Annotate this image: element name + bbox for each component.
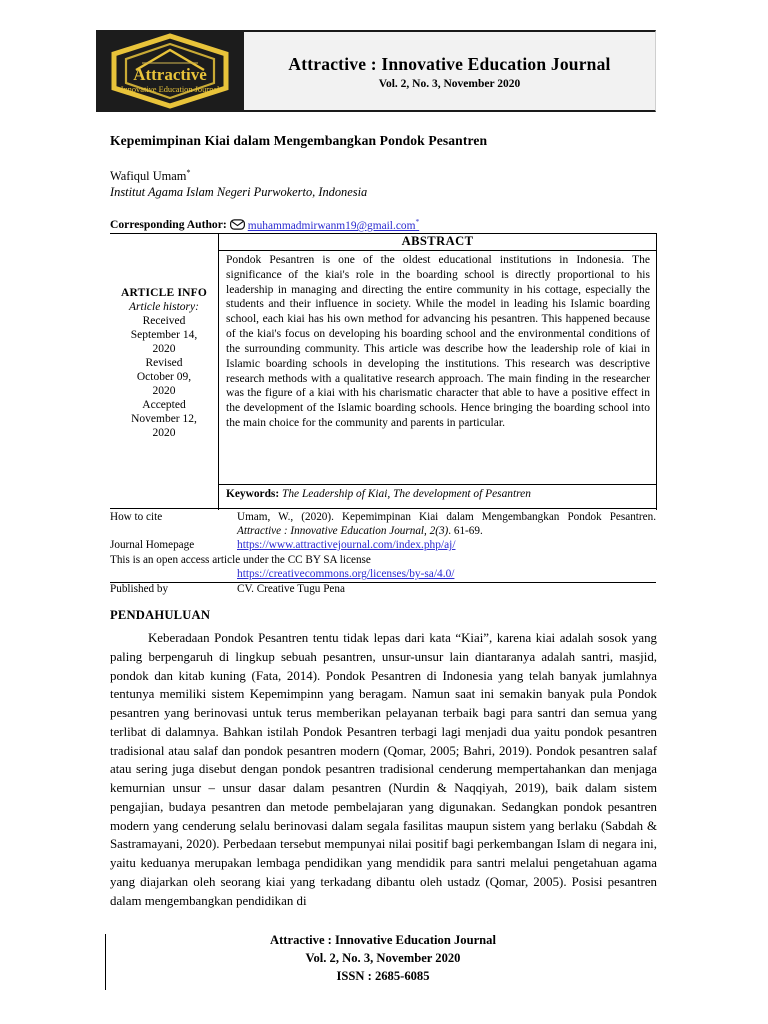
keywords-value: The Leadership of Kiai, The development of Pesantren <box>282 488 531 500</box>
corresponding-author-email[interactable] <box>248 217 419 232</box>
metadata-row-how-to-cite <box>110 510 656 538</box>
citation-text-part1: Umam, W., (2020). Kepemimpinan Kiai dalam Mengembangkan Pondok Pesantren. <box>237 511 656 523</box>
footer-issn: ISSN : 2685-6085 <box>336 968 430 983</box>
body-paragraph: Keberadaan Pondok Pesantren tentu tidak lepas dari kata “Kiai”, karena kiai adalah sosok yang paling berpengaruh di lingkup sebuah pesantren, unsur-unsur lain diantaranya adalah santri, masjid, pondok dan kitab kuning (Fata, 2014). Pondok Pesantren di Indonesia yang telah banyak jumlahnya tentunya memiliki sistem Kepemimpinn yang beragam. Namun saat ini semakin banyak pula Pondok pesantren yang berinovasi untuk terus memberikan pelayanan terbaik bagi para santri dan semua yang terlibat di dalamnya. Bahkan istilah Pondok Pesantren terbagi lagi menjadi dua yaitu pondok pesantren tradisional atau salaf dan pondok pesantren modern (Qomar, 2005; Bahri, 2019). Pondok pesantren salaf atau sering juga disebut dengan pondok pesantren tradisional cenderung mempertahankan dan menjaga kemurnian unsur – unsur dasar dalam pesantren (Nurdin & Naqqiyah, 2019), baik dalam sistem pengajian, budaya pesantren dan metode pembelajaran yang digunakan. Sedangkan pondok pesantren modern yang cenderung selalu berinovasi dalam segala fasilitas maupun sistem yang berlaku (Sabdah & Sastramayani, 2020). Perbedaan tersebut mempunyai nilai positif bagi perkembangan Islam di negara ini, yaitu keduanya merupakan lembaga pendidikan yang mendidik para santri melalui pengetahuan agama yang diajarkan oleh seorang kiai yang terkadang dibantu oleh ustadz (Qomar, 2005). Posisi pesantren dalam mengembangkan pendidikan di <box>110 631 657 908</box>
author-marker: * <box>186 168 191 177</box>
article-history-line: 2020 <box>152 343 176 356</box>
metadata-table-bottom-rule <box>110 582 656 583</box>
page-footer <box>110 932 656 986</box>
abstract-cell-right-border <box>656 233 657 510</box>
author-name-text: Wafiqul Umam <box>110 169 187 184</box>
article-info-heading: ARTICLE INFO <box>120 287 208 299</box>
abstract-table-bottom-rule <box>110 508 656 509</box>
journal-homepage-label: Journal Homepage <box>110 539 195 551</box>
article-history-label: Article history: <box>129 301 199 314</box>
article-title: Kepemimpinan Kiai dalam Mengembangkan Pondok Pesantren <box>110 133 488 148</box>
abstract-heading: ABSTRACT <box>401 234 474 248</box>
keywords-top-rule <box>219 484 656 485</box>
footer-journal-title: Attractive : Innovative Education Journal <box>270 933 496 947</box>
abstract-text: Pondok Pesantren is one of the oldest educational institutions in Indonesia. The significance of the kiai's role in the boarding school is directly proportional to his leadership in managing and directing the entire community in his cottage, especially the students and their influence in society. While the model in leading his Islamic boarding school, each kiai has his own method for advancing his pesantren. This happened because of the kiai's focus on developing his boarding school and the environmental conditions of the surrounding community. This article was describe how the leadership role of kiai in Islamic boarding schools in developing the institutions. This research was descriptive research methods with a qualitative research approach. The main finding in the researcher was the figure of a kiai with his charismatic character that able to have a positive effect in the development of the Islamic boarding schools. Hence bringing the boarding school into the main choice for the community and parents in particular. <box>226 254 650 430</box>
published-by-value: CV. Creative Tugu Pena <box>237 582 345 595</box>
abstract-heading-rule <box>219 250 656 251</box>
abstract-cell-left-border <box>218 233 219 510</box>
attractive-hexagon-logo-icon <box>96 30 244 112</box>
author-name <box>110 168 190 184</box>
journal-homepage-link[interactable]: https://www.attractivejournal.com/index.php/aj/ <box>237 539 456 551</box>
footer-left-rule <box>105 934 106 990</box>
license-text: This is an open access article under the CC BY SA license <box>110 554 371 567</box>
masthead-title-block <box>244 30 656 112</box>
article-history-line: Received <box>142 315 186 328</box>
article-history-line: 2020 <box>152 385 176 398</box>
article-history-line: October 09, <box>136 371 192 384</box>
metadata-row-license-link <box>110 567 656 581</box>
citation-journal-name: Attractive : Innovative Education Journal, 2(3) <box>237 525 449 537</box>
section-heading-pendahuluan: PENDAHULUAN <box>110 608 211 622</box>
article-history-line: 2020 <box>152 427 176 440</box>
article-history-line: September 14, <box>130 329 198 342</box>
how-to-cite-value <box>237 510 656 538</box>
author-affiliation: Institut Agama Islam Negeri Purwokerto, Indonesia <box>110 185 368 199</box>
published-by-label: Published by <box>110 582 169 595</box>
logo-wordmark: Attractive <box>133 65 207 84</box>
license-link-spacer <box>110 567 237 581</box>
article-history-line: Accepted <box>142 399 186 412</box>
article-history-line: Revised <box>145 357 183 370</box>
corresponding-author-row <box>110 217 419 232</box>
journal-masthead <box>96 30 656 112</box>
corresponding-author-label: Corresponding Author: <box>110 217 227 231</box>
metadata-row-published-by <box>110 582 656 596</box>
corresponding-author-email-marker: * <box>415 217 420 226</box>
article-history-line: November 12, <box>131 413 197 426</box>
citation-text-part2: . 61-69. <box>448 525 483 537</box>
metadata-row-homepage <box>110 538 656 552</box>
corresponding-author-email-text: muhammadmirwanm19@gmail.com <box>247 219 416 232</box>
keywords-label: Keywords: <box>226 488 280 500</box>
journal-issue: Vol. 2, No. 3, November 2020 <box>378 77 521 90</box>
article-info-block <box>112 286 216 440</box>
keywords-row <box>226 488 650 500</box>
journal-logo <box>96 30 244 112</box>
logo-subtitle: Innovative Education Journal <box>120 85 220 94</box>
license-link[interactable]: https://creativecommons.org/licenses/by-sa/4.0/ <box>237 568 455 581</box>
envelope-icon <box>230 219 245 230</box>
how-to-cite-label: How to cite <box>110 511 163 523</box>
journal-title: Attractive : Innovative Education Journal <box>288 54 611 75</box>
footer-issue: Vol. 2, No. 3, November 2020 <box>305 950 461 965</box>
